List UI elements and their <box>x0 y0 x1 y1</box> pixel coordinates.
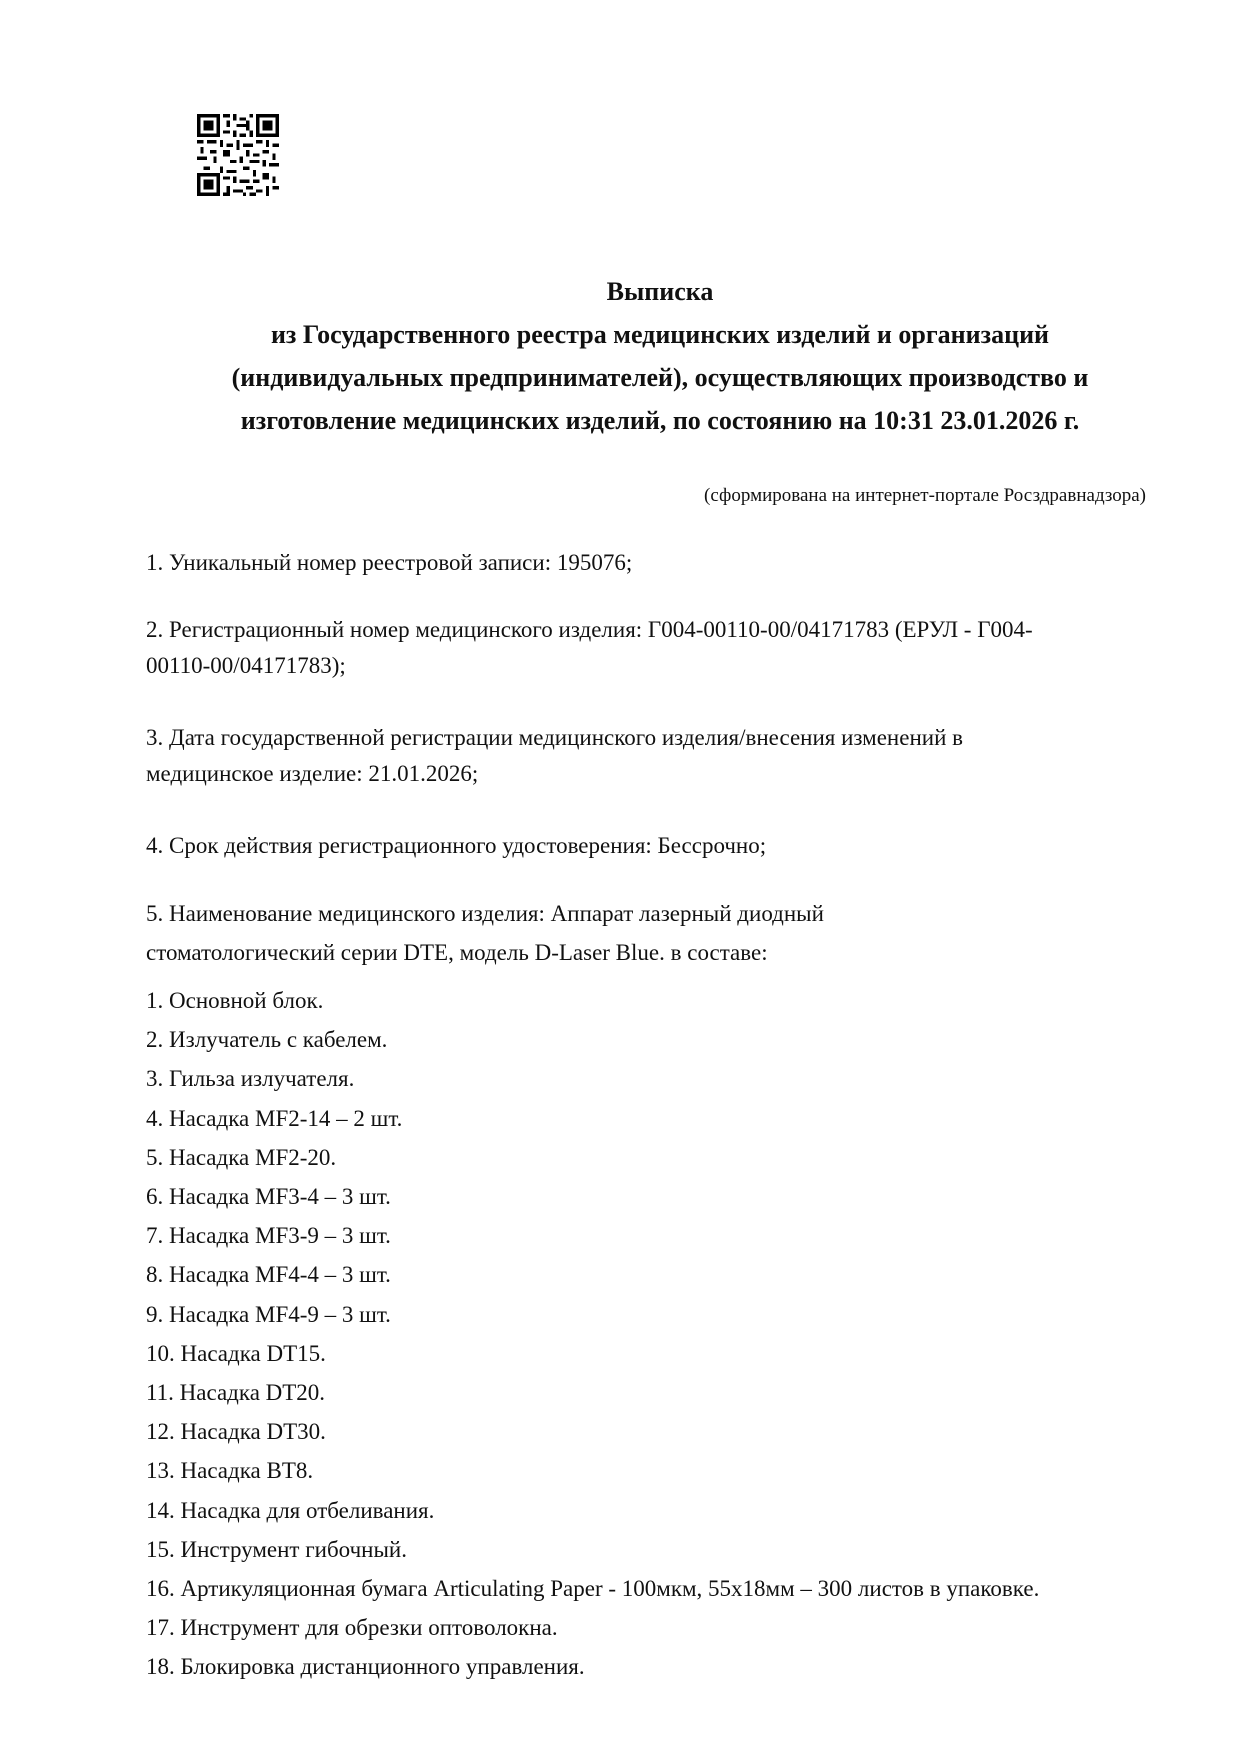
list-item: 16. Артикуляционная бумага Articulating Paper - 100мкм, 55х18мм – 300 листов в упаковке. <box>146 1576 1040 1602</box>
list-item: 4. Насадка MF2-14 – 2 шт. <box>146 1105 403 1131</box>
list-item: 5. Насадка MF2-20. <box>146 1144 337 1170</box>
list-item: 6. Насадка MF3-4 – 3 шт. <box>146 1184 391 1210</box>
title-line-2: из Государственного реестра медицинских изделий и организаций <box>270 320 1050 349</box>
list-item: 11. Насадка DT20. <box>146 1380 326 1406</box>
item-validity-period-text: 4. Срок действия регистрационного удостоверения: Бессрочно; <box>146 833 767 858</box>
list-item: 17. Инструмент для обрезки оптоволокна. <box>146 1615 558 1641</box>
item-registry-number <box>146 545 1146 581</box>
item-device-name-line-1: 5. Наименование медицинского изделия: Аппарат лазерный диодный <box>146 901 824 926</box>
list-item: 14. Насадка для отбеливания. <box>146 1497 435 1523</box>
title-line-3: (индивидуальных предпринимателей), осуществляющих производство и <box>231 363 1089 392</box>
list-item: 2. Излучатель с кабелем. <box>146 1027 388 1053</box>
list-item: 10. Насадка DT15. <box>146 1340 326 1366</box>
list-item: 9. Насадка MF4-9 – 3 шт. <box>146 1301 391 1327</box>
item-device-name <box>146 896 1146 971</box>
item-registration-number-line-2: 00110-00/04171783); <box>146 653 346 678</box>
item-registration-date-line-2: медицинское изделие: 21.01.2026; <box>146 761 479 786</box>
item-device-name-line-2: стоматологический серии DTE, модель D-Laser Blue. в составе: <box>146 940 768 965</box>
list-item: 18. Блокировка дистанционного управления. <box>146 1654 585 1680</box>
item-registration-date-line-1: 3. Дата государственной регистрации медицинского изделия/внесения изменений в <box>146 725 963 750</box>
list-item: 15. Инструмент гибочный. <box>146 1536 407 1562</box>
composition-list <box>146 981 1039 1687</box>
title-line-1: Выписка <box>606 277 714 306</box>
item-registration-date <box>146 720 1146 792</box>
item-registration-number-line-1: 2. Регистрационный номер медицинского изделия: Г004-00110-00/04171783 (ЕРУЛ - Г004- <box>146 617 1033 642</box>
list-item: 1. Основной блок. <box>146 988 324 1013</box>
formed-note: (сформирована на интернет-портале Росздравнадзора) <box>704 485 1146 506</box>
list-item: 13. Насадка BT8. <box>146 1458 314 1484</box>
item-registry-number-text: 1. Уникальный номер реестровой записи: 195076; <box>146 550 633 575</box>
list-item: 12. Насадка DT30. <box>146 1419 326 1445</box>
item-registration-number <box>146 612 1146 684</box>
list-item: 8. Насадка MF4-4 – 3 шт. <box>146 1262 391 1288</box>
qr-code-icon <box>197 113 279 197</box>
item-validity-period <box>146 828 1146 864</box>
list-item: 7. Насадка MF3-9 – 3 шт. <box>146 1223 391 1249</box>
document-title <box>140 270 1180 442</box>
title-line-4: изготовление медицинских изделий, по состоянию на 10:31 23.01.2026 г. <box>240 406 1080 435</box>
list-item: 3. Гильза излучателя. <box>146 1066 355 1092</box>
